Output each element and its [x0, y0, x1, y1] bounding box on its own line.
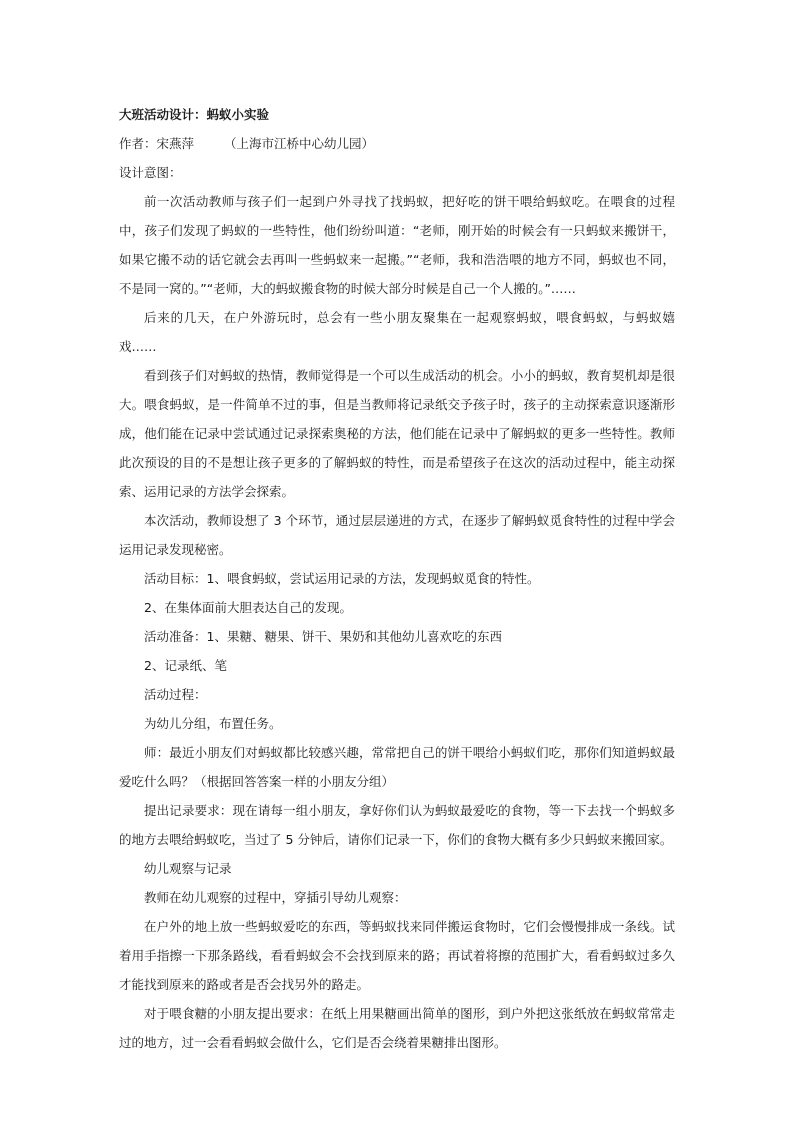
record-requirement: 提出记录要求：现在请每一组小朋友，拿好你们认为蚂蚁最爱吃的食物，等一下去找一个蚂蚁多的地方去喂给蚂蚁吃，当过了 5 分钟后，请你们记录一下，你们的食物大概有多少只蚂蚁来搬回家。 [119, 803, 675, 847]
activity-prep-1: 活动准备：1、果糖、糖果、饼干、果奶和其他幼儿喜欢吃的东西 [144, 629, 502, 644]
intent-paragraph-3: 看到孩子们对蚂蚁的热情，教师觉得是一个可以生成活动的机会。小小的蚂蚁，教育契机却是很大。喂食蚂蚁，是一件简单不过的事，但是当教师将记录纸交予孩子时，孩子的主动探索意识逐渐形成，他们能在记录中尝试通过记录探索奥秘的方法，他们能在记录中了解蚂蚁的更多一些特性。教师此次预设的目的不是想让孩子更多的了解蚂蚁的特性，而是希望孩子在这次的活动过程中，能主动探索、运用记录的方法学会探索。 [119, 368, 675, 499]
author-organization: （上海市江桥中心幼儿园） [224, 136, 375, 151]
author-line [119, 129, 675, 158]
activity-goal-2: 2、在集体面前大胆表达自己的发现。 [144, 600, 352, 615]
intent-heading: 设计意图： [119, 165, 182, 180]
process-heading: 活动过程： [144, 687, 207, 702]
outdoor-paragraph: 在户外的地上放一些蚂蚁爱吃的东西，等蚂蚁找来同伴搬运食物时，它们会慢慢排成一条线。试着用手指擦一下那条路线，看看蚂蚁会不会找到原来的路；再试着将擦的范围扩大，看看蚂蚁过多久才能找到原来的路或者是否会找另外的路走。 [119, 919, 675, 992]
process-step-group: 为幼儿分组，布置任务。 [144, 716, 282, 731]
intent-paragraph-2: 后来的几天，在户外游玩时，总会有一些小朋友聚集在一起观察蚂蚁，喂食蚂蚁，与蚂蚁嬉戏…… [119, 310, 675, 354]
activity-prep-2: 2、记录纸、笔 [144, 658, 227, 673]
intent-paragraph-1: 前一次活动教师与孩子们一起到户外寻找了找蚂蚁，把好吃的饼干喂给蚂蚁吃。在喂食的过程中，孩子们发现了蚂蚁的一些特性，他们纷纷叫道：“老师，刚开始的时候会有一只蚂蚁来搬饼干，如果它搬不动的话它就会去再叫一些蚂蚁来一起搬。”“老师，我和浩浩喂的地方不同，蚂蚁也不同，不是同一窝的。”“老师，大的蚂蚁搬食物的时候大部分时候是自己一个人搬的。”…… [119, 194, 675, 296]
observe-heading: 幼儿观察与记录 [144, 861, 232, 876]
guide-line: 教师在幼儿观察的过程中，穿插引导幼儿观察： [144, 890, 407, 905]
teacher-speech: 师：最近小朋友们对蚂蚁都比较感兴趣，常常把自己的饼干喂给小蚂蚁们吃，那你们知道蚂蚁最爱吃什么吗？（根据回答答案一样的小朋友分组） [119, 745, 675, 789]
author-name: 作者：宋燕萍 [119, 136, 195, 151]
intent-paragraph-4: 本次活动，教师设想了 3 个环节，通过层层递进的方式，在逐步了解蚂蚁觅食特性的过程中学会运用记录发现秘密。 [119, 513, 675, 557]
document-page [119, 100, 675, 1057]
document-title: 大班活动设计：蚂蚁小实验 [119, 107, 270, 122]
sugar-paragraph: 对于喂食糖的小朋友提出要求：在纸上用果糖画出简单的图形，到户外把这张纸放在蚂蚁常常走过的地方，过一会看看蚂蚁会做什么，它们是否会绕着果糖排出图形。 [119, 1006, 675, 1050]
activity-goal-1: 活动目标：1、喂食蚂蚁，尝试运用记录的方法，发现蚂蚁觅食的特性。 [144, 571, 540, 586]
